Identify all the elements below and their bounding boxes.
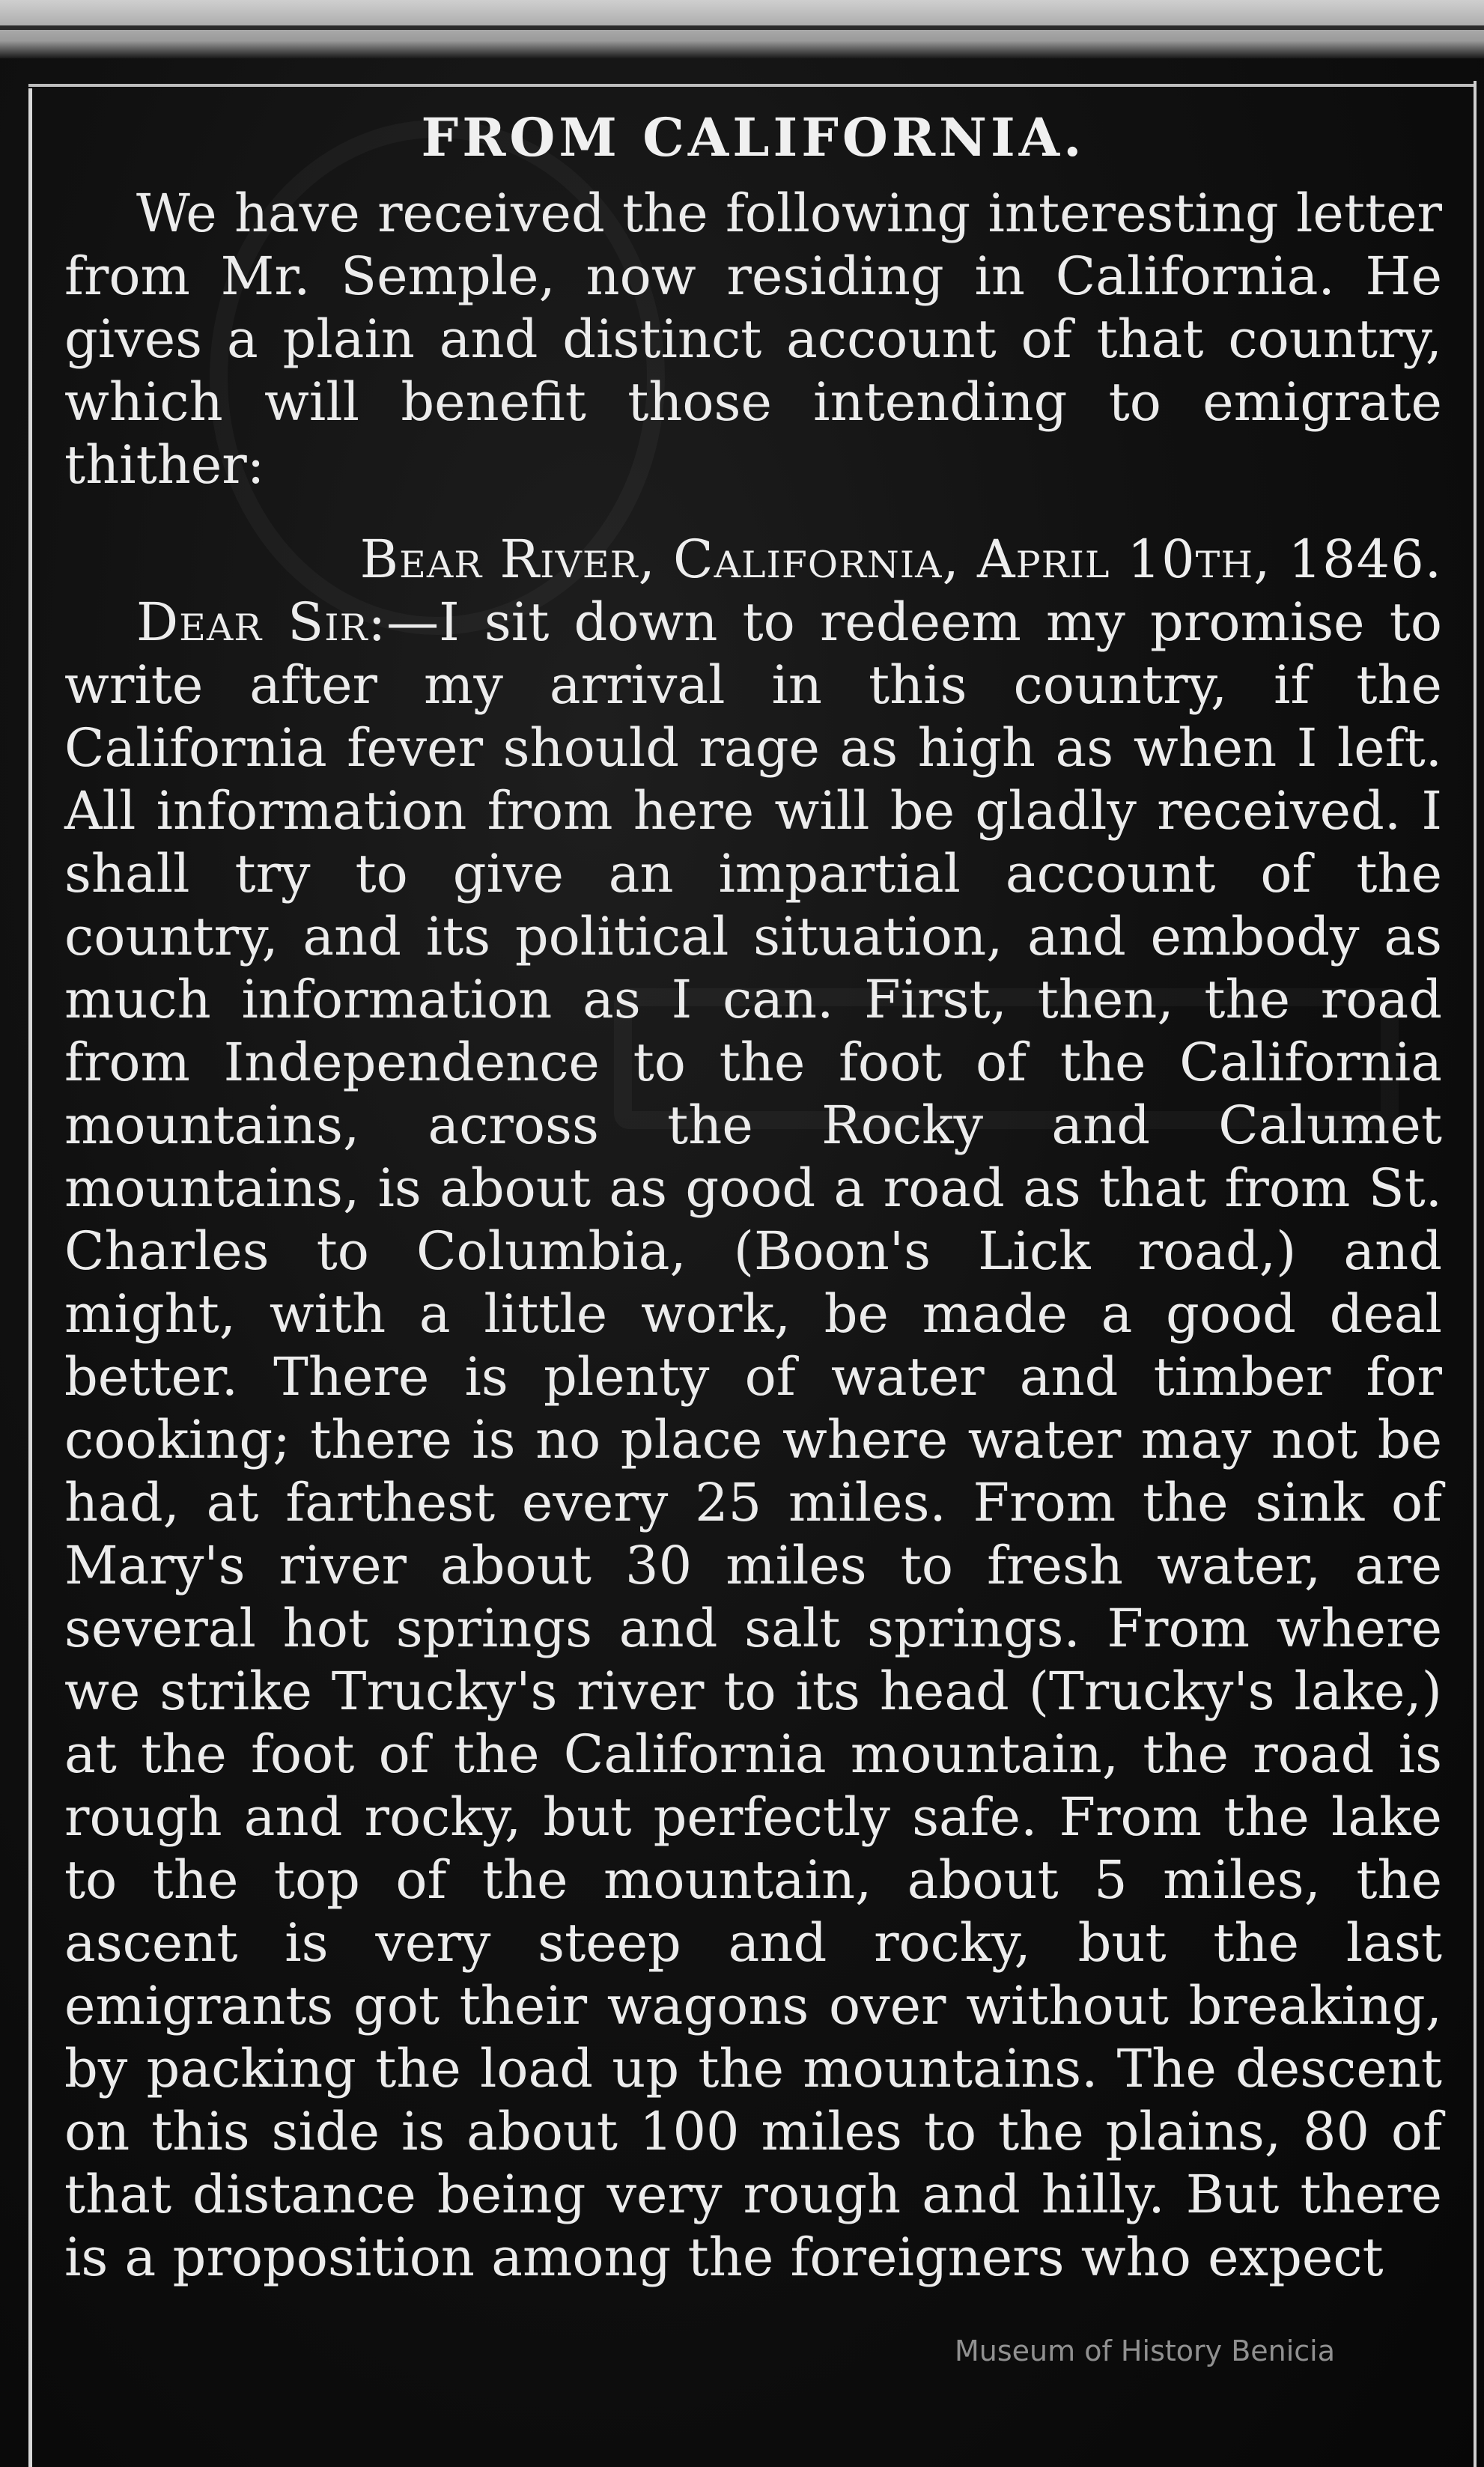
column-right-rule xyxy=(1474,81,1477,2467)
torn-top-edge xyxy=(0,0,1484,58)
letter-salutation: Dear Sir: xyxy=(136,591,387,653)
letter-text xyxy=(64,591,1442,2289)
article-headline: FROM CALIFORNIA. xyxy=(421,106,1086,168)
top-seam xyxy=(0,25,1484,30)
letter-body: —I sit down to redeem my promise to write after my arrival in this country, if the California fever should rage as high as when I left. All information from here will be gladly received. I shall try to give an impartial account of the country, and its political situation, and embody as much information as I can. First, then, the road from Independence to the foot of the California mountains, across the Rocky and Calumet mountains, is about as good a road as that from St. Charles to Columbia, (Boon's Lick road,) and might, with a little work, be made a good deal better. There is plenty of water and timber for cooking; there is no place where water may not be had, at farthest every 25 miles. From the sink of Mary's river about 30 miles to fresh water, are several hot springs and salt springs. From where we strike Trucky's river to its head (Trucky's lake,) at the foot of the California mountain, the road is rough and rocky, but perfectly safe. From the lake to the top of the mountain, about 5 miles, the ascent is very steep and rocky, but the last emigrants got their wagons over without breaking, by packing the load up the mountains. The descent on this side is about 100 miles to the plains, 80 of that distance being very rough and hilly. But there is a proposition among the foreigners who expect xyxy=(64,591,1442,2288)
column-left-rule xyxy=(28,88,32,2467)
museum-watermark: Museum of History Benicia xyxy=(955,2334,1336,2367)
column-top-rule xyxy=(28,84,1477,87)
article-intro: We have received the following interesting letter from Mr. Semple, now residing in California. He gives a plain and distinct account of that country, which will benefit those intending to emigrate thither: xyxy=(64,183,1442,496)
article-column xyxy=(64,106,1442,2289)
letter-dateline: Bear River, California, April 10th, 1846. xyxy=(359,529,1442,590)
